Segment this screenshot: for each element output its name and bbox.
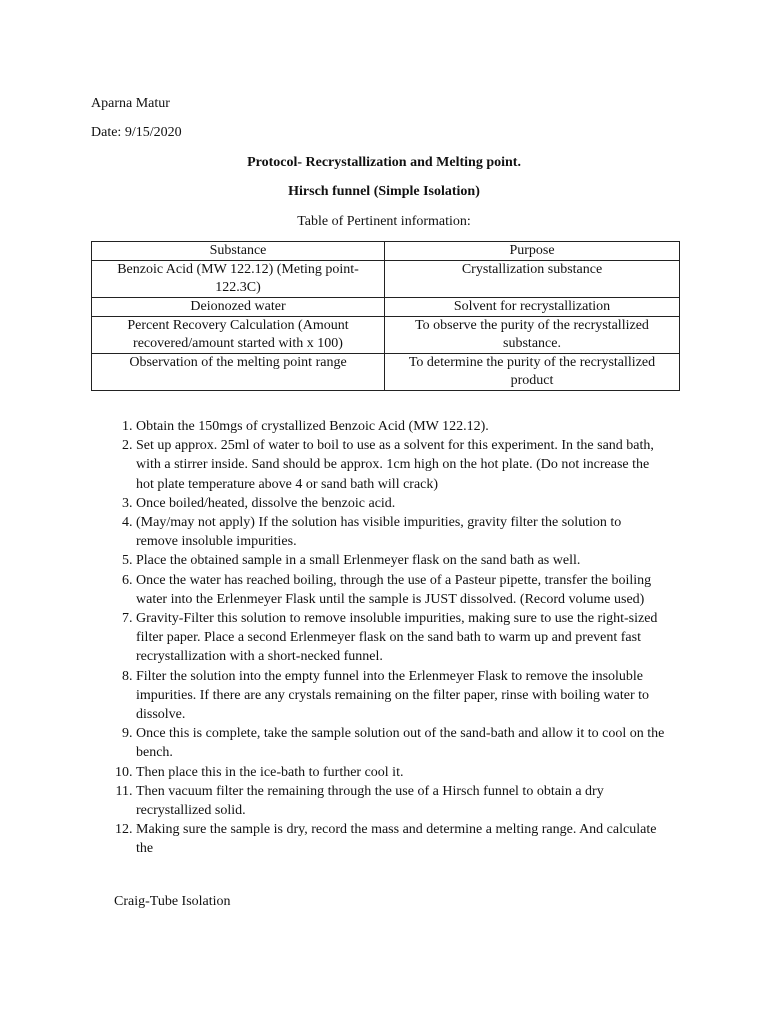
- section-title: Hirsch funnel (Simple Isolation): [288, 184, 480, 199]
- list-item: 10. Then place this in the ice-bath to further cool it.: [136, 763, 666, 782]
- table-caption: Table of Pertinent information:: [297, 214, 471, 229]
- purpose-cell: Crystallization substance: [385, 261, 680, 298]
- substance-cell: Percent Recovery Calculation (Amount recovered/amount started with x 100): [92, 317, 385, 354]
- table-header-row: [92, 242, 680, 261]
- next-section-title: Craig-Tube Isolation: [114, 894, 231, 909]
- substance-cell: Observation of the melting point range: [92, 354, 385, 391]
- table-row: [92, 261, 680, 298]
- list-item: 9. Once this is complete, take the sample solution out of the sand-bath and allow it to cool on the bench.: [136, 724, 666, 762]
- table-row: [92, 298, 680, 317]
- substance-cell: Benzoic Acid (MW 122.12) (Meting point-122.3C): [92, 261, 385, 298]
- list-item: 7. Gravity-Filter this solution to remove insoluble impurities, making sure to use the right-sized filter paper. Place a second Erlenmeyer flask on the sand bath to warm up and prevent fast recrystallization with a short-necked funnel.: [136, 609, 666, 667]
- table-row: [92, 354, 680, 391]
- list-item: 2. Set up approx. 25ml of water to boil to use as a solvent for this experiment. In the sand bath, with a stirrer inside. Sand should be approx. 1cm high on the hot plate. (Do not increase the hot plate temperature above 4 or sand bath will crack): [136, 436, 666, 494]
- purpose-cell: To observe the purity of the recrystallized substance.: [385, 317, 680, 354]
- pertinent-info-table: [91, 241, 680, 391]
- list-item: 5. Place the obtained sample in a small Erlenmeyer flask on the sand bath as well.: [136, 551, 666, 570]
- list-item: 12. Making sure the sample is dry, record the mass and determine a melting range. And calculate the: [136, 820, 666, 858]
- table-row: [92, 317, 680, 354]
- header-substance: Substance: [92, 242, 385, 261]
- list-item: 4. (May/may not apply) If the solution has visible impurities, gravity filter the solution to remove insoluble impurities.: [136, 513, 666, 551]
- document-date: Date: 9/15/2020: [91, 125, 182, 140]
- substance-cell: Deionozed water: [92, 298, 385, 317]
- list-item: 1. Obtain the 150mgs of crystallized Benzoic Acid (MW 122.12).: [136, 417, 666, 436]
- list-item: 11. Then vacuum filter the remaining through the use of a Hirsch funnel to obtain a dry recrystallized solid.: [136, 782, 666, 820]
- procedure-steps: [0, 417, 666, 859]
- purpose-cell: Solvent for recrystallization: [385, 298, 680, 317]
- purpose-cell: To determine the purity of the recrystallized product: [385, 354, 680, 391]
- list-item: 6. Once the water has reached boiling, through the use of a Pasteur pipette, transfer the boiling water into the Erlenmeyer Flask until the sample is JUST dissolved. (Record volume used): [136, 571, 666, 609]
- list-item: 3. Once boiled/heated, dissolve the benzoic acid.: [136, 494, 666, 513]
- list-item: 8. Filter the solution into the empty funnel into the Erlenmeyer Flask to remove the insoluble impurities. If there are any crystals remaining on the filter paper, rinse with boiling water to dissolve.: [136, 667, 666, 725]
- author-name: Aparna Matur: [91, 96, 170, 111]
- header-purpose: Purpose: [385, 242, 680, 261]
- protocol-title: Protocol- Recrystallization and Melting point.: [247, 155, 521, 170]
